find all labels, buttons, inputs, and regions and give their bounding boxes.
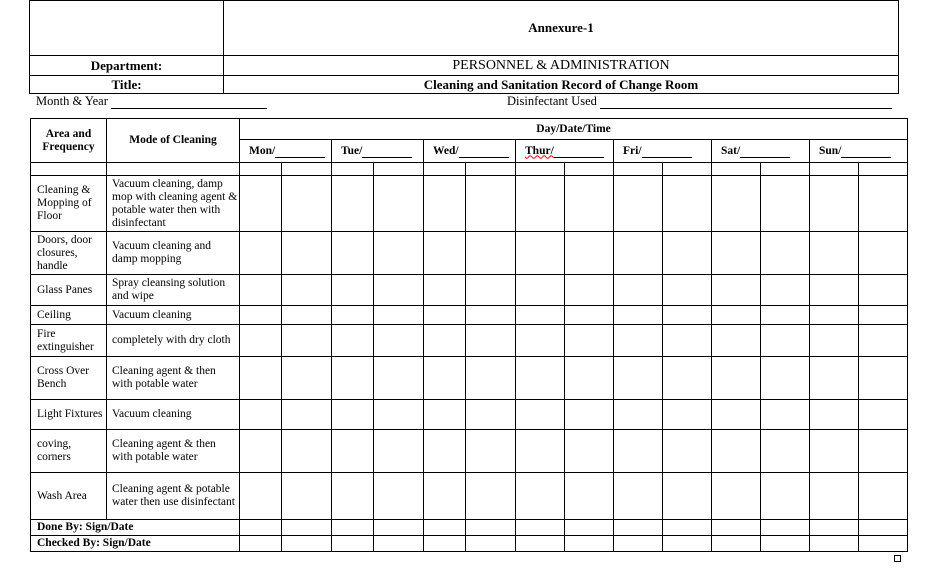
log-cell[interactable]: [240, 536, 282, 552]
log-cell[interactable]: [810, 536, 859, 552]
log-cell[interactable]: [859, 163, 908, 176]
mode-cell: completely with dry cloth: [107, 325, 240, 357]
log-cell[interactable]: [282, 430, 332, 473]
log-cell[interactable]: [332, 520, 374, 536]
log-cell[interactable]: [332, 176, 374, 232]
log-cell[interactable]: [565, 306, 614, 325]
area-cell: coving, corners: [31, 430, 107, 473]
day-header-sun: [810, 140, 908, 163]
checked-by-label: Checked By: Sign/Date: [31, 536, 240, 552]
log-cell[interactable]: [240, 306, 282, 325]
log-cell[interactable]: [424, 275, 466, 306]
log-cell[interactable]: [424, 473, 466, 520]
log-cell[interactable]: [374, 163, 424, 176]
mode-of-cleaning-header: Mode of Cleaning: [107, 119, 240, 163]
log-cell[interactable]: [614, 163, 663, 176]
log-cell[interactable]: [663, 430, 712, 473]
log-cell[interactable]: [240, 232, 282, 275]
log-cell[interactable]: [565, 400, 614, 430]
log-cell[interactable]: [614, 430, 663, 473]
log-cell[interactable]: [614, 357, 663, 400]
log-cell[interactable]: [424, 306, 466, 325]
log-cell[interactable]: [240, 400, 282, 430]
log-cell[interactable]: [663, 275, 712, 306]
log-cell[interactable]: [810, 176, 859, 232]
log-cell[interactable]: [663, 325, 712, 357]
log-cell[interactable]: [810, 430, 859, 473]
checked-by-row: [31, 536, 908, 552]
mode-cell: Spray cleansing solution and wipe: [107, 275, 240, 306]
log-cell[interactable]: [614, 520, 663, 536]
log-cell[interactable]: [761, 275, 810, 306]
log-cell[interactable]: [810, 520, 859, 536]
table-row: [31, 473, 908, 520]
log-cell[interactable]: [712, 357, 761, 400]
log-cell[interactable]: [565, 536, 614, 552]
log-cell[interactable]: [859, 275, 908, 306]
log-cell[interactable]: [374, 176, 424, 232]
day-label: Wed/: [433, 144, 459, 157]
table-row: [31, 400, 908, 430]
spacer-row: [31, 163, 908, 176]
table-row: [31, 357, 908, 400]
department-value: PERSONNEL & ADMINISTRATION: [224, 56, 899, 76]
log-cell[interactable]: [516, 306, 565, 325]
day-label: Mon/: [249, 144, 276, 157]
log-cell[interactable]: [761, 232, 810, 275]
log-cell[interactable]: [516, 163, 565, 176]
log-cell[interactable]: [424, 232, 466, 275]
log-cell[interactable]: [282, 176, 332, 232]
day-header-fri: [614, 140, 712, 163]
log-cell[interactable]: [332, 400, 374, 430]
log-cell[interactable]: [466, 536, 516, 552]
log-cell[interactable]: [614, 232, 663, 275]
log-cell[interactable]: [859, 520, 908, 536]
log-cell[interactable]: [859, 232, 908, 275]
log-cell[interactable]: [374, 275, 424, 306]
log-cell[interactable]: [516, 520, 565, 536]
log-cell[interactable]: [859, 473, 908, 520]
day-label: Sat/: [721, 144, 741, 157]
log-cell[interactable]: [565, 357, 614, 400]
log-cell[interactable]: [614, 176, 663, 232]
log-cell[interactable]: [712, 306, 761, 325]
annexure-label: Annexure-1: [224, 1, 899, 56]
day-label: Tue/: [341, 144, 363, 157]
cleaning-record-table: [30, 118, 908, 552]
log-cell[interactable]: [374, 400, 424, 430]
log-cell[interactable]: [466, 400, 516, 430]
month-year-blank: [111, 96, 267, 109]
area-cell: Cross Over Bench: [31, 357, 107, 400]
log-cell[interactable]: [374, 473, 424, 520]
log-cell[interactable]: [712, 536, 761, 552]
day-header-wed: [424, 140, 516, 163]
log-cell[interactable]: [565, 275, 614, 306]
log-cell[interactable]: [712, 275, 761, 306]
log-cell[interactable]: [332, 536, 374, 552]
log-cell[interactable]: [282, 325, 332, 357]
log-cell[interactable]: [810, 473, 859, 520]
log-cell[interactable]: [712, 163, 761, 176]
header-table: [29, 0, 899, 94]
log-cell[interactable]: [282, 275, 332, 306]
log-cell[interactable]: [614, 306, 663, 325]
log-cell[interactable]: [810, 400, 859, 430]
log-cell[interactable]: [282, 232, 332, 275]
log-cell[interactable]: [240, 357, 282, 400]
log-cell[interactable]: [810, 275, 859, 306]
log-cell[interactable]: [859, 430, 908, 473]
log-cell[interactable]: [859, 176, 908, 232]
log-cell[interactable]: [332, 430, 374, 473]
log-cell[interactable]: [466, 232, 516, 275]
done-by-row: [31, 520, 908, 536]
log-cell[interactable]: [240, 176, 282, 232]
log-cell[interactable]: [424, 357, 466, 400]
log-cell[interactable]: [565, 430, 614, 473]
log-cell[interactable]: [466, 430, 516, 473]
mode-cell: Vacuum cleaning, damp mop with cleaning agent & potable water then with disinfectant: [107, 176, 240, 232]
log-cell[interactable]: [565, 520, 614, 536]
log-cell[interactable]: [565, 325, 614, 357]
log-cell[interactable]: [374, 520, 424, 536]
day-label: Thur/: [525, 144, 554, 157]
log-cell[interactable]: [516, 176, 565, 232]
table-row: [31, 275, 908, 306]
log-cell[interactable]: [565, 232, 614, 275]
log-cell[interactable]: [332, 275, 374, 306]
log-cell[interactable]: [663, 232, 712, 275]
area-cell: Doors, door closures, handle: [31, 232, 107, 275]
log-cell[interactable]: [466, 520, 516, 536]
log-cell[interactable]: [712, 232, 761, 275]
log-cell[interactable]: [663, 163, 712, 176]
mode-cell: Cleaning agent & then with potable water: [107, 430, 240, 473]
month-year-label: Month & Year: [36, 94, 108, 108]
log-cell[interactable]: [332, 473, 374, 520]
log-cell[interactable]: [466, 176, 516, 232]
log-cell[interactable]: [761, 536, 810, 552]
log-cell[interactable]: [374, 430, 424, 473]
log-cell[interactable]: [424, 325, 466, 357]
info-line: [29, 94, 899, 110]
table-row: [31, 325, 908, 357]
log-cell[interactable]: [516, 325, 565, 357]
log-cell[interactable]: [614, 325, 663, 357]
log-cell[interactable]: [240, 520, 282, 536]
log-cell[interactable]: [424, 520, 466, 536]
area-frequency-header: Area and Frequency: [31, 119, 107, 163]
log-cell[interactable]: [516, 275, 565, 306]
log-cell[interactable]: [240, 473, 282, 520]
log-cell[interactable]: [859, 536, 908, 552]
log-cell[interactable]: [663, 536, 712, 552]
disinfectant-blank: [600, 96, 892, 109]
table-row: [31, 176, 908, 232]
log-cell[interactable]: [282, 400, 332, 430]
disinfectant-field: [507, 94, 892, 109]
log-cell[interactable]: [466, 306, 516, 325]
log-cell[interactable]: [240, 163, 282, 176]
log-cell[interactable]: [565, 163, 614, 176]
log-cell[interactable]: [31, 163, 107, 176]
log-cell[interactable]: [516, 536, 565, 552]
log-cell[interactable]: [332, 163, 374, 176]
log-cell[interactable]: [761, 400, 810, 430]
log-cell[interactable]: [712, 473, 761, 520]
log-cell[interactable]: [761, 176, 810, 232]
log-cell[interactable]: [424, 430, 466, 473]
log-cell[interactable]: [663, 306, 712, 325]
log-cell[interactable]: [810, 232, 859, 275]
log-cell[interactable]: [761, 357, 810, 400]
log-cell[interactable]: [663, 473, 712, 520]
mode-cell: Vacuum cleaning: [107, 400, 240, 430]
log-cell[interactable]: [466, 325, 516, 357]
log-cell[interactable]: [424, 163, 466, 176]
mode-cell: Vacuum cleaning and damp mopping: [107, 232, 240, 275]
area-cell: Light Fixtures: [31, 400, 107, 430]
log-cell[interactable]: [374, 357, 424, 400]
log-cell[interactable]: [374, 306, 424, 325]
area-cell: Ceiling: [31, 306, 107, 325]
done-by-label: Done By: Sign/Date: [31, 520, 240, 536]
resize-handle[interactable]: [894, 555, 901, 562]
log-cell[interactable]: [240, 430, 282, 473]
day-header-thur: [516, 140, 614, 163]
title-value: Cleaning and Sanitation Record of Change Room: [224, 76, 899, 94]
log-cell[interactable]: [240, 325, 282, 357]
log-cell[interactable]: [516, 430, 565, 473]
log-cell[interactable]: [712, 430, 761, 473]
mode-cell: Vacuum cleaning: [107, 306, 240, 325]
log-cell[interactable]: [565, 176, 614, 232]
area-cell: Glass Panes: [31, 275, 107, 306]
log-cell[interactable]: [332, 306, 374, 325]
log-cell[interactable]: [663, 400, 712, 430]
log-cell[interactable]: [761, 520, 810, 536]
title-label: Title:: [30, 76, 224, 94]
log-cell[interactable]: [663, 176, 712, 232]
log-cell[interactable]: [374, 536, 424, 552]
log-cell[interactable]: [240, 275, 282, 306]
day-label: Fri/: [623, 144, 642, 157]
log-cell[interactable]: [516, 400, 565, 430]
log-cell[interactable]: [810, 357, 859, 400]
log-cell[interactable]: [466, 473, 516, 520]
table-row: [31, 306, 908, 325]
log-cell[interactable]: [466, 357, 516, 400]
log-cell[interactable]: [516, 357, 565, 400]
log-cell[interactable]: [516, 473, 565, 520]
log-cell[interactable]: [332, 232, 374, 275]
log-cell[interactable]: [614, 400, 663, 430]
log-cell[interactable]: [761, 473, 810, 520]
log-cell[interactable]: [712, 400, 761, 430]
disinfectant-label: Disinfectant Used: [507, 94, 597, 108]
log-cell[interactable]: [859, 357, 908, 400]
area-cell: Fire extinguisher: [31, 325, 107, 357]
log-cell[interactable]: [761, 306, 810, 325]
log-cell[interactable]: [282, 473, 332, 520]
log-cell[interactable]: [424, 400, 466, 430]
log-cell[interactable]: [614, 275, 663, 306]
log-cell[interactable]: [712, 176, 761, 232]
log-cell[interactable]: [712, 520, 761, 536]
log-cell[interactable]: [761, 163, 810, 176]
log-cell[interactable]: [663, 520, 712, 536]
log-cell[interactable]: [859, 325, 908, 357]
area-cell: Cleaning & Mopping of Floor: [31, 176, 107, 232]
table-row: [31, 232, 908, 275]
log-cell[interactable]: [374, 325, 424, 357]
log-cell[interactable]: [614, 536, 663, 552]
log-cell[interactable]: [282, 306, 332, 325]
log-cell[interactable]: [466, 275, 516, 306]
log-cell[interactable]: [332, 357, 374, 400]
day-date-time-header: Day/Date/Time: [240, 119, 908, 140]
department-label: Department:: [30, 56, 224, 76]
log-cell[interactable]: [663, 357, 712, 400]
month-year-field: [36, 94, 267, 109]
log-cell[interactable]: [761, 430, 810, 473]
log-cell[interactable]: [282, 520, 332, 536]
log-cell[interactable]: [614, 473, 663, 520]
log-cell[interactable]: [107, 163, 240, 176]
log-cell[interactable]: [282, 536, 332, 552]
header-logo-cell: [30, 1, 224, 56]
log-cell[interactable]: [565, 473, 614, 520]
log-cell[interactable]: [761, 325, 810, 357]
log-cell[interactable]: [859, 306, 908, 325]
day-header-sat: [712, 140, 810, 163]
log-cell[interactable]: [282, 163, 332, 176]
log-cell[interactable]: [466, 163, 516, 176]
log-cell[interactable]: [810, 163, 859, 176]
log-cell[interactable]: [424, 176, 466, 232]
log-cell[interactable]: [282, 357, 332, 400]
day-header-tue: [332, 140, 424, 163]
area-cell: Wash Area: [31, 473, 107, 520]
log-cell[interactable]: [516, 232, 565, 275]
log-cell[interactable]: [332, 325, 374, 357]
mode-cell: Cleaning agent & potable water then use disinfectant: [107, 473, 240, 520]
log-cell[interactable]: [859, 400, 908, 430]
table-row: [31, 430, 908, 473]
log-cell[interactable]: [424, 536, 466, 552]
log-cell[interactable]: [374, 232, 424, 275]
log-cell[interactable]: [810, 306, 859, 325]
mode-cell: Cleaning agent & then with potable water: [107, 357, 240, 400]
day-header-mon: [240, 140, 332, 163]
log-cell[interactable]: [712, 325, 761, 357]
day-label: Sun/: [819, 144, 842, 157]
log-cell[interactable]: [810, 325, 859, 357]
